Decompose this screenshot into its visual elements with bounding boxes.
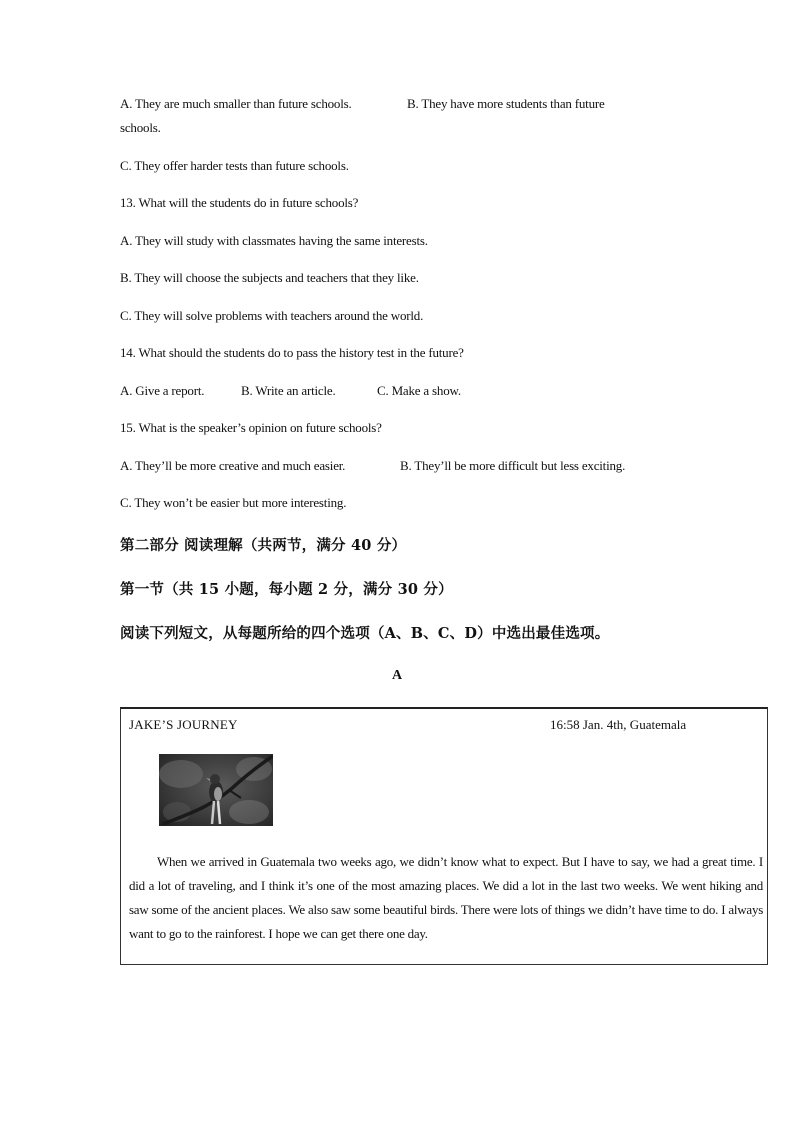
q12-option-b: B. They have more students than future [407,96,605,111]
q13-option-c: C. They will solve problems with teachers around the world. [120,308,424,323]
part2-heading: 第二部分 阅读理解（共两节，满分 40 分） [120,537,407,554]
passage-box [120,707,768,965]
q13-option-b: B. They will choose the subjects and teachers that they like. [120,270,419,285]
q15-question: 15. What is the speaker’s opinion on future schools? [120,420,382,435]
passage-datetime: 16:58 Jan. 4th, Guatemala [550,717,687,732]
q12-option-b-cont: schools. [120,120,161,135]
instruction-heading: 阅读下列短文，从每题所给的四个选项（A、B、C、D）中选出最佳选项。 [120,625,610,642]
q15-option-c: C. They won’t be easier but more interesting. [120,495,347,510]
section1-heading: 第一节（共 15 小题，每小题 2 分，满分 30 分） [120,581,453,598]
passage-label: A [391,668,403,683]
q13-option-a: A. They will study with classmates having the same interests. [120,233,428,248]
q14-option-c: C. Make a show. [377,383,461,398]
q14-question: 14. What should the students do to pass the history test in the future? [120,345,464,360]
q14-option-b: B. Write an article. [241,383,336,398]
q15-option-b: B. They’ll be more difficult but less exciting. [400,458,626,473]
q14-option-a: A. Give a report. [120,383,205,398]
passage-title: JAKE’S JOURNEY [129,717,238,732]
passage-body: When we arrived in Guatemala two weeks ago, we didn’t know what to expect. But I have to say, we had a great time. I did a lot of traveling, and I think it’s one of the most amazing places. We did a lot in the last two weeks. We went hiking and saw some of the ancient places. We also saw some beautiful birds. There were lots of things we didn’t have time to do. I always want to go to the rainforest. I hope we can get there one day. [129,854,763,941]
q12-option-c: C. They offer harder tests than future schools. [120,158,349,173]
q13-question: 13. What will the students do in future schools? [120,195,359,210]
bird-photo [159,754,273,826]
q12-option-a: A. They are much smaller than future schools. [120,96,352,111]
q15-option-a: A. They’ll be more creative and much easier. [120,458,346,473]
